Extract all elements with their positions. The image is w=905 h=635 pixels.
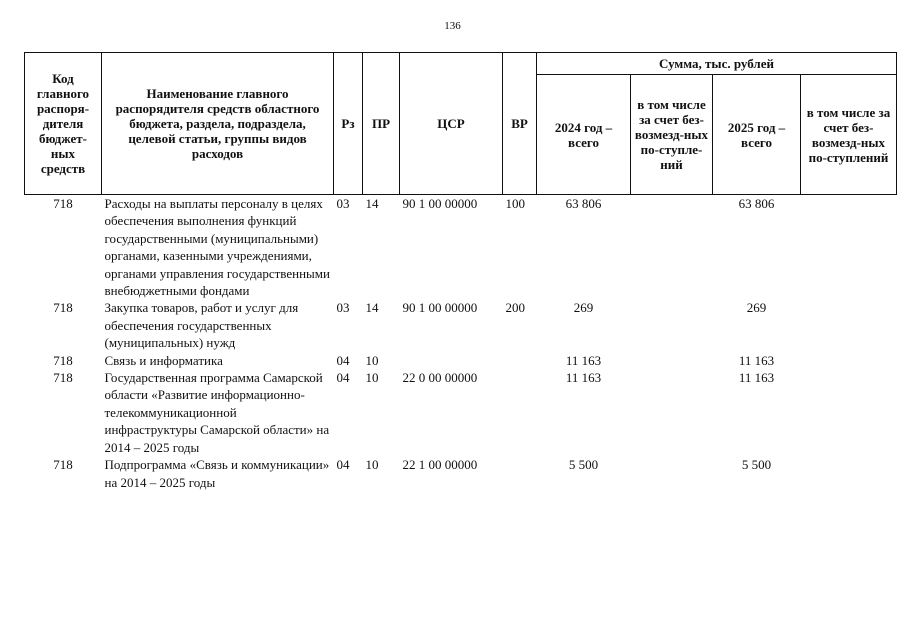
cell-vr [503, 456, 537, 491]
cell-rz: 04 [336, 352, 350, 368]
cell-rz: 03 [336, 300, 350, 316]
cell-2024-total: 63 806 [565, 196, 602, 211]
cell-2025-total: 5 500 [741, 457, 772, 473]
header-code: Код главного распоря-дителя бюджет-ных средств [25, 53, 102, 195]
cell-vr [503, 352, 537, 369]
cell-pr: 10 [365, 352, 379, 368]
header-2024-total: 2024 год – всего [537, 75, 631, 195]
cell-name: Связь и информатика [104, 352, 223, 368]
cell-name: Закупка товаров, работ и услуг для обеспечения государственных (муниципальных) нужд [104, 300, 299, 351]
cell-rz: 03 [336, 196, 350, 211]
table-body [25, 195, 897, 491]
cell-code: 718 [53, 196, 73, 211]
budget-table [24, 52, 897, 491]
header-vr: ВР [503, 53, 537, 195]
cell-rz: 04 [336, 370, 350, 386]
cell-csr: 22 0 00 00000 [402, 370, 478, 386]
cell-2025-total: 63 806 [738, 196, 775, 211]
page-number: 136 [444, 20, 461, 32]
cell-code: 718 [53, 352, 73, 368]
cell-2024-free [631, 369, 713, 456]
cell-2025-free [801, 456, 897, 491]
cell-2025-free [801, 369, 897, 456]
cell-vr: 100 [505, 196, 525, 211]
cell-code: 718 [53, 370, 73, 386]
header-pr: ПР [363, 53, 400, 195]
cell-2024-free [631, 456, 713, 491]
cell-pr: 14 [365, 196, 379, 211]
cell-2024-total: 11 163 [565, 370, 602, 386]
table-row [25, 195, 897, 300]
cell-csr: 90 1 00 00000 [402, 300, 478, 316]
cell-2024-free [631, 352, 713, 369]
cell-2025-free [801, 299, 897, 351]
cell-2025-total: 269 [746, 300, 767, 316]
cell-code: 718 [53, 300, 73, 316]
table-row [25, 352, 897, 369]
cell-rz: 04 [336, 457, 350, 473]
cell-csr: 90 1 00 00000 [402, 196, 478, 211]
cell-csr [400, 352, 503, 369]
table-header [25, 53, 897, 195]
header-2025-free: в том числе за счет без-возмезд-ных по-ступлений [801, 75, 897, 195]
cell-2024-free [631, 299, 713, 351]
cell-name: Подпрограмма «Связь и коммуникации» на 2014 – 2025 годы [104, 457, 330, 490]
cell-name: Государственная программа Самарской области «Развитие информационно-телекоммуникационной инфраструктуры Самарской области» на 2014 – 2025 годы [104, 370, 330, 455]
cell-2025-total: 11 163 [738, 370, 775, 386]
cell-vr: 200 [505, 300, 525, 316]
cell-pr: 14 [365, 300, 379, 316]
header-csr: ЦСР [400, 53, 503, 195]
cell-2025-free [801, 352, 897, 369]
cell-code: 718 [53, 457, 73, 473]
cell-2025-free [801, 195, 897, 300]
header-2025-total: 2025 год – всего [713, 75, 801, 195]
cell-2024-total: 5 500 [568, 457, 599, 473]
header-2024-free: в том числе за счет без-возмезд-ных по-ступле-ний [631, 75, 713, 195]
cell-2024-total: 11 163 [565, 352, 602, 368]
header-name: Наименование главного распорядителя средств областного бюджета, раздела, подраздела, целевой статьи, группы видов расходов [102, 53, 334, 195]
cell-name: Расходы на выплаты персоналу в целях обеспечения выполнения функций государственными (муниципальными) органами, казенными учреждениями, органами управления государственными внебюджетными фондами [104, 196, 330, 299]
header-rz: Рз [334, 53, 363, 195]
table-row [25, 299, 897, 351]
cell-vr [503, 369, 537, 456]
cell-pr: 10 [365, 457, 379, 473]
table-row [25, 456, 897, 491]
cell-pr: 10 [365, 370, 379, 386]
cell-2024-free [631, 195, 713, 300]
cell-2024-total: 269 [573, 300, 594, 316]
table-row [25, 369, 897, 456]
cell-csr: 22 1 00 00000 [402, 457, 478, 473]
header-sum-group: Сумма, тыс. рублей [537, 53, 897, 75]
cell-2025-total: 11 163 [738, 352, 775, 368]
